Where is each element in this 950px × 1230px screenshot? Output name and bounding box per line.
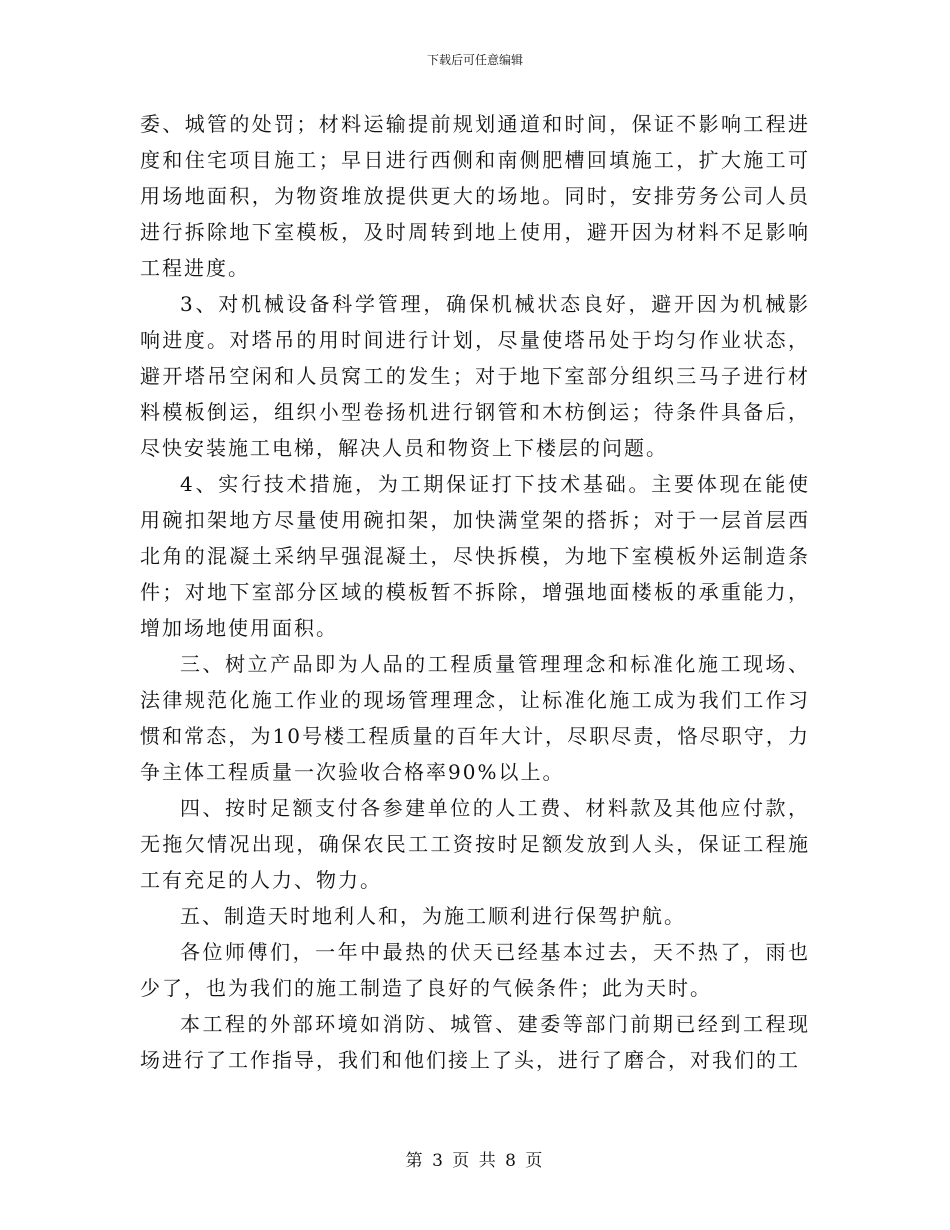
paragraph-6: 五、制造天时地利人和，为施工顺利进行保驾护航。	[180, 904, 686, 928]
page-header: 下载后可任意编辑	[426, 53, 523, 67]
document-body	[140, 106, 810, 1078]
paragraph-1: 委、城管的处罚；材料运输提前规划通道和时间，保证不影响工程进度和住宅项目施工；早日进行西侧和南侧肥槽回填施工，扩大施工可用场地面积，为物资堆放提供更大的场地。同时，安排劳务公司人员进行拆除地下室模板，及时周转到地上使用，避开因为材料不足影响工程进度。	[140, 112, 810, 280]
paragraph-8: 本工程的外部环境如消防、城管、建委等部门前期已经到工程现场进行了工作指导，我们和他们接上了头，进行了磨合，对我们的工	[140, 1012, 810, 1072]
paragraph-3: 4、实行技术措施，为工期保证打下技术基础。主要体现在能使用碗扣架地方尽量使用碗扣架，加快满堂架的搭拆；对于一层首层西北角的混凝土采纳早强混凝土，尽快拆模，为地下室模板外运制造条件；对地下室部分区域的模板暂不拆除，增强地面楼板的承重能力，增加场地使用面积。	[140, 472, 810, 640]
paragraph-7: 各位师傅们，一年中最热的伏天已经基本过去，天不热了，雨也少了，也为我们的施工制造了良好的气候条件；此为天时。	[140, 940, 810, 1000]
paragraph-5: 四、按时足额支付各参建单位的人工费、材料款及其他应付款，无拖欠情况出现，确保农民工工资按时足额发放到人头，保证工程施工有充足的人力、物力。	[140, 796, 810, 892]
page-footer: 第 3 页 共 8 页	[405, 1151, 545, 1171]
paragraph-4: 三、树立产品即为人品的工程质量管理理念和标准化施工现场、法律规范化施工作业的现场管理理念，让标准化施工成为我们工作习惯和常态，为10号楼工程质量的百年大计，尽职尽责，恪尽职守，力争主体工程质量一次验收合格率90%以上。	[140, 652, 810, 784]
paragraph-2: 3、对机械设备科学管理，确保机械状态良好，避开因为机械影响进度。对塔吊的用时间进行计划，尽量使塔吊处于均匀作业状态，避开塔吊空闲和人员窝工的发生；对于地下室部分组织三马子进行材料模板倒运，组织小型卷扬机进行钢管和木枋倒运；待条件具备后，尽快安装施工电梯，解决人员和物资上下楼层的问题。	[140, 292, 810, 460]
